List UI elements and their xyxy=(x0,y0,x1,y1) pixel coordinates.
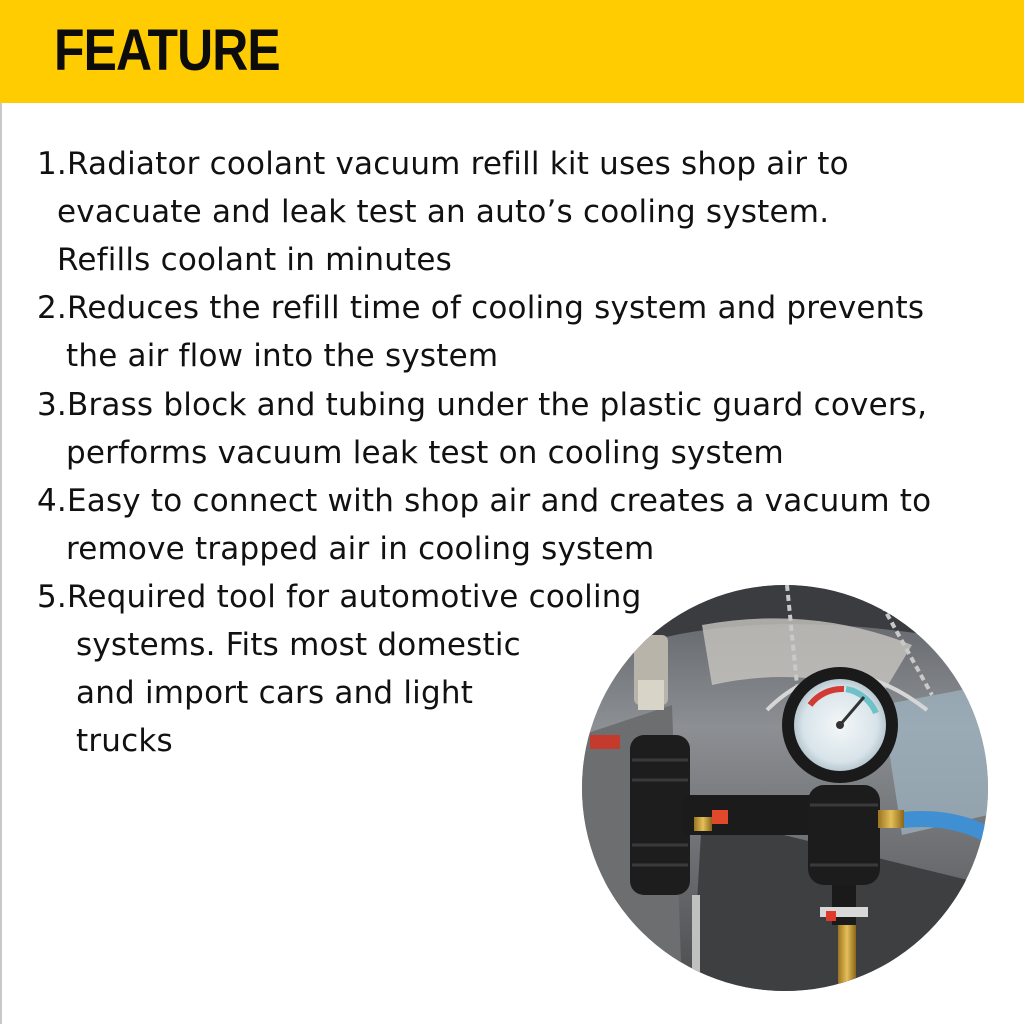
brass-hose-fitting xyxy=(878,810,904,828)
valve-knob-left xyxy=(712,810,728,824)
feature-4-line-2: remove trapped air in cooling system xyxy=(66,531,655,567)
product-photo xyxy=(582,585,988,991)
feature-1-line-1: 1.Radiator coolant vacuum refill kit uses shop air to xyxy=(37,146,849,182)
feature-2-line-2: the air flow into the system xyxy=(66,338,499,374)
feature-3-line-2: performs vacuum leak test on cooling system xyxy=(66,435,784,471)
gauge-block xyxy=(808,785,880,885)
feature-1-line-3: Refills coolant in minutes xyxy=(57,242,453,278)
feature-5-line-2: systems. Fits most domestic xyxy=(76,627,521,663)
product-illustration xyxy=(582,585,988,991)
feature-5-line-1: 5.Required tool for automotive cooling xyxy=(37,579,642,615)
red-label xyxy=(590,735,620,749)
page-title: FEATURE xyxy=(54,18,280,83)
gauge-pivot xyxy=(836,721,844,729)
brass-fitting xyxy=(838,925,856,985)
feature-1-line-2: evacuate and leak test an auto’s cooling system. xyxy=(57,194,830,230)
brass-side-fitting xyxy=(694,817,712,831)
feature-5-line-4: trucks xyxy=(76,723,173,759)
valve-knob-right xyxy=(826,911,836,921)
coupler-sleeve xyxy=(638,680,664,710)
feature-2-line-1: 2.Reduces the refill time of cooling system and prevents xyxy=(37,290,925,326)
feature-3-line-1: 3.Brass block and tubing under the plastic guard covers, xyxy=(37,387,928,423)
feature-4-line-1: 4.Easy to connect with shop air and creates a vacuum to xyxy=(37,483,932,519)
feature-5-line-3: and import cars and light xyxy=(76,675,474,711)
